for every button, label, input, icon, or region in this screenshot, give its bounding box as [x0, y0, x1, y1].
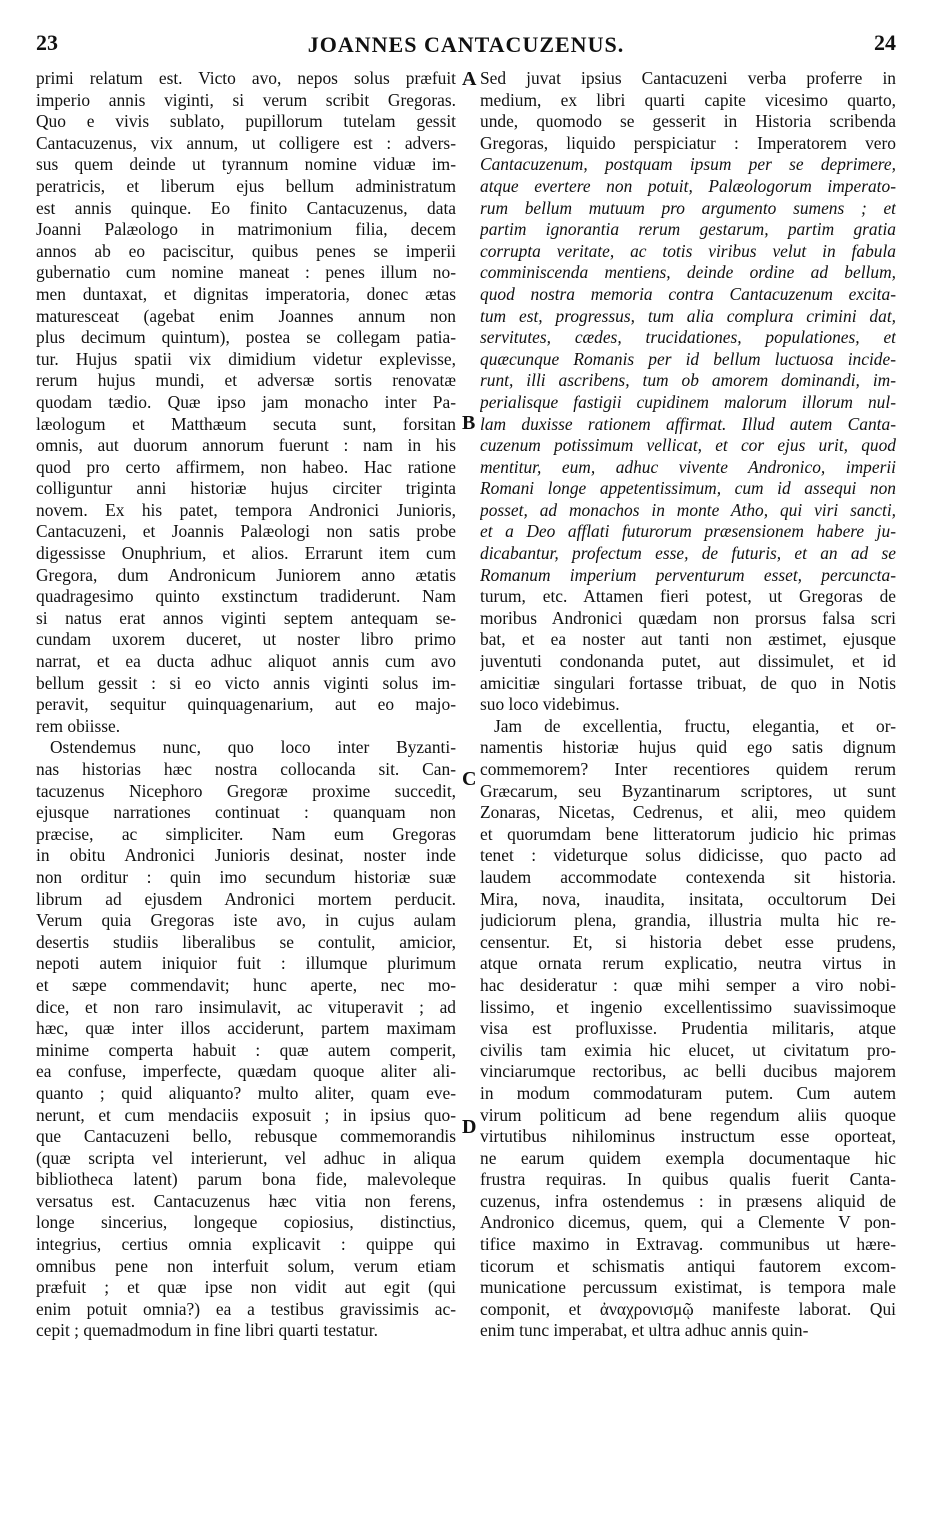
text-line: (quæ scripta vel interierunt, vel adhuc in aliqua	[36, 1147, 456, 1168]
text-line: men duntaxat, et dignitas imperatoria, donec ætas	[36, 283, 456, 304]
text-line: Andronico dicemus, quem, qui a Clemente V pon-	[480, 1212, 896, 1233]
text-line: frustra requiras. In quibus qualis fuerit Canta-	[480, 1169, 896, 1190]
text-line: Romani longe appetentissimum, cum id assequi non	[480, 478, 896, 499]
text-line: Cantacuzeni, et Joannis Palæologi non satis probe	[36, 521, 456, 542]
text-line: cuzenum potissimum vellicat, et cor ejus urit, quod	[480, 435, 896, 456]
text-line: commemorem? Inter recentiores quidem rerum	[480, 759, 896, 779]
text-line: Sed juvat ipsius Cantacuzeni verba proferre in	[480, 68, 896, 88]
text-line: ea confuse, imperfecte, quædam quoque aliter ali-	[36, 1061, 456, 1082]
text-line: Ostendemus nunc, quo loco inter Byzanti-	[50, 737, 456, 758]
text-line: Cantacuzenum, postquam ipsum per se deprimere,	[480, 154, 896, 175]
text-line: corrupta veritate, ac totis viribus velut in fabula	[480, 240, 896, 261]
text-line: narrat, et ea ducta adhuc aliquot annis cum avo	[36, 651, 456, 672]
page-number-left: 23	[36, 30, 58, 55]
right-text-column	[480, 68, 896, 1342]
text-line: versatus est. Cantacuzenus hæc vitia non ferens,	[36, 1190, 456, 1211]
margin-letter-c: C	[462, 768, 477, 790]
text-line: dicabantur, profectum esse, de futuris, et an ad se	[480, 543, 896, 564]
margin-letter-a: A	[462, 68, 477, 90]
text-line: Zonaras, Nicetas, Cedrenus, et alii, meo quidem	[480, 802, 896, 823]
text-line: nepoti autem iniquior fuit : illumque plurimum	[36, 953, 456, 974]
text-line: et quorumdam bene litteratorum judicio hic primas	[480, 823, 896, 844]
text-line: judiciorum plena, grandia, illustria multa hic re-	[480, 910, 896, 931]
text-line: nas historias hæc nostra collocanda sit. Can-	[36, 759, 456, 779]
text-line: ejusque narrationes continuat : quanquam non	[36, 802, 456, 823]
text-line: tenet : videturque solus didicisse, quo pacto ad	[480, 845, 896, 866]
text-line: quod pro certo affirmem, non habeo. Hac ratione	[36, 456, 456, 477]
text-line: quanto ; quid aliquanto? multo aliter, quam eve-	[36, 1082, 456, 1103]
text-line: municatione percussum existimat, is tempora male	[480, 1277, 896, 1298]
text-line: unde, quomodo se gesserit in Historia scribenda	[480, 111, 896, 132]
running-title: JOANNES CANTACUZENUS.	[307, 32, 625, 57]
text-line: maturesceat (agebat enim Joannes annum non	[36, 305, 456, 326]
text-line: bat, et ea noster aut tanti non æstimet, ejusque	[480, 629, 896, 650]
text-line: virtutibus nihilominus instructum esse oporteat,	[480, 1126, 896, 1147]
text-line: bellum gessit : si eo victo annis viginti solus im-	[36, 672, 456, 693]
text-line: Jam de excellentia, fructu, elegantia, et or-	[494, 715, 896, 736]
running-header	[36, 30, 896, 64]
page-number-right: 24	[874, 30, 896, 55]
text-line: servitutes, cædes, trucidationes, populationes, et	[480, 327, 896, 348]
text-line: tur. Hujus spatii vix dimidium videtur explevisse,	[36, 348, 456, 369]
text-line: que Cantacuzeni bello, rebusque commemorandis	[36, 1126, 456, 1147]
text-line: cepit ; quemadmodum in fine libri quarti testatur.	[36, 1320, 378, 1341]
text-line: suo loco videbimus.	[480, 694, 620, 715]
text-line: Romanum imperium perventurum esset, percuncta-	[480, 564, 896, 585]
text-line: Gregora, dum Andronicum Juniorem anno ætatis	[36, 564, 456, 585]
text-line: ticorum et schismatis antiqui fautorem excom-	[480, 1255, 896, 1276]
text-line: minime comperta habuit : quæ autem comperit,	[36, 1039, 456, 1060]
text-line: novem. Ex his patet, tempora Andronici Junioris,	[36, 499, 456, 520]
text-line: juventuti condonanda putet, aut dissimulet, et id	[480, 651, 896, 672]
text-line: integrius, certius omnia explicavit : quippe qui	[36, 1234, 456, 1255]
text-line: lissimo, et ingenio excellentissimo suavissimoque	[480, 996, 896, 1017]
text-line: digessisse Onuphrium, et alios. Errarunt item cum	[36, 543, 456, 564]
text-line: posset, ad monachos in monte Atho, qui viri sancti,	[480, 499, 896, 520]
text-line: et sæpe commendavit; hunc aperte, nec mo-	[36, 974, 456, 995]
text-line: Cantacuzenus, vix annum, ut colligere est : advers-	[36, 132, 456, 153]
text-line: nerunt, et cum mendaciis exposuit ; in ipsius quo-	[36, 1104, 456, 1125]
left-text-column	[36, 68, 456, 1342]
text-line: longe sincerius, longeque copiosius, distinctius,	[36, 1212, 456, 1233]
text-line: virum politicum ad bene regendum aliis quoque	[480, 1104, 896, 1125]
text-line: peratricis, et liberum ejus bellum administratum	[36, 175, 456, 196]
text-line: tifice maximo in Extravag. communibus ut hære-	[480, 1234, 896, 1255]
text-line: præcise, ac simpliciter. Nam eum Gregoras	[36, 823, 456, 844]
text-line: ne earum quidem exempla documentaque hic	[480, 1147, 896, 1168]
text-line: præfuit ; et quæ ipse non vidit aut egit (qui	[36, 1277, 456, 1298]
text-line: enim potuit omnia?) ea a testibus gravissimis ac-	[36, 1298, 456, 1319]
text-line: comminiscenda mentiens, deinde ordine ad bellum,	[480, 262, 896, 283]
text-line: annos ab eo paciscitur, quibus penes se imperii	[36, 240, 456, 261]
text-line: omnibus pene non interfuit solum, verum etiam	[36, 1255, 456, 1276]
text-line: tum est, progressus, tum alia complura crimini dat,	[480, 305, 896, 326]
margin-letter-b: B	[462, 412, 476, 434]
text-line: si natus erat annos viginti septem antequam se-	[36, 607, 456, 628]
text-line: medium, ex libri quarti capite vicesimo quarto,	[480, 89, 896, 110]
text-line: in modum commodaturam putem. Cum autem	[480, 1082, 896, 1103]
text-line: quodam tædio. Quæ ipso jam monacho inter Pa-	[36, 391, 456, 412]
text-line: imperio annis viginti, si verum scribit Gregoras.	[36, 89, 456, 110]
text-line: partim ignorantia rerum gestarum, partim gratia	[480, 219, 896, 240]
text-line: et a Deo afflati futurorum præsensionem habere ju-	[480, 521, 896, 542]
text-line: quadragesimo quinto exstinctum tradiderunt. Nam	[36, 586, 456, 607]
text-line: Gregoras, liquido perspiciatur : Imperatorem vero	[480, 132, 896, 153]
text-line: hæc, quæ inter illos acciderunt, partem maximam	[36, 1018, 456, 1039]
text-line: non orditur : quin imo secundum historiæ suæ	[36, 866, 456, 887]
text-line: dice, et non raro insimulavit, ac vituperavit ; ad	[36, 996, 456, 1017]
text-line: componit, et ἀναχρονισμῷ manifeste laborat. Qui	[480, 1298, 896, 1319]
text-line: vinciarumque rectoribus, ac belli ducibus majorem	[480, 1061, 896, 1082]
text-line: rerum hujus mundi, et adversæ sortis renovatæ	[36, 370, 456, 391]
text-line: gubernatio cum nomine maneat : penes illum no-	[36, 262, 456, 283]
text-line: est annis quinque. Eo finito Cantacuzenus, data	[36, 197, 456, 218]
text-line: runt, illi ascribens, tum ob amorem dominandi, im-	[480, 370, 896, 391]
text-line: mentitur, eum, adhuc vivente Andronico, imperii	[480, 456, 896, 477]
text-line: tacuzenus Nicephoro Gregoræ proxime succedit,	[36, 780, 456, 801]
text-line: quod nostra memoria contra Cantacuzenum excita-	[480, 283, 896, 304]
text-line: lam duxisse rationem affirmat. Illud autem Canta-	[480, 413, 896, 434]
text-line: desertis studiis liberalibus se contulit, amicior,	[36, 931, 456, 952]
text-line: laudem accommodate contexenda sit historia.	[480, 866, 896, 887]
margin-letter-d: D	[462, 1116, 477, 1138]
text-line: Quo e vivis sublato, pupillorum tutelam gessit	[36, 111, 456, 132]
text-line: bibliotheca latent) parum bona fide, malevoleque	[36, 1169, 456, 1190]
text-line: atque evertere non potuit, Palæologorum imperato-	[480, 175, 896, 196]
text-line: amicitiæ singulari fortasse tribuat, de quo in Notis	[480, 672, 896, 693]
text-line: enim tunc imperabat, et ultra adhuc annis quin-	[480, 1320, 809, 1341]
text-line: civilis tam eximia hic elucet, ut civitatum pro-	[480, 1039, 896, 1060]
text-line: sus quem deinde ut tyrannum nomine viduæ im-	[36, 154, 456, 175]
text-line: Mira, nova, inaudita, insitata, occultorum Dei	[480, 888, 896, 909]
text-line: læologum et Matthæum secuta sunt, forsitan	[36, 413, 456, 434]
text-line: atque ornata rerum explicatio, neutra virtus in	[480, 953, 896, 974]
text-line: moribus Andronici quædam non prorsus falsa scri	[480, 607, 896, 628]
text-line: omnis, aut duorum annorum fuerunt : nam in his	[36, 435, 456, 456]
text-line: hac desideratur : quæ mihi semper a viro nobi-	[480, 974, 896, 995]
text-line: quæcunque Romanis per id bellum luctuosa incide-	[480, 348, 896, 369]
text-line: cuzenus, infra ostendemus : in præsens aliquid de	[480, 1190, 896, 1211]
text-line: cundam uxorem duceret, ut noster libro primo	[36, 629, 456, 650]
text-line: namentis historiæ hujus quid ego satis dignum	[480, 737, 896, 758]
text-line: rem obiisse.	[36, 715, 121, 736]
text-line: plus decimum quintum), postea se collegam patia-	[36, 327, 456, 348]
text-line: colliguntur anni historiæ hujus circiter triginta	[36, 478, 456, 499]
text-line: perialisque fastigii cupidinem malorum illorum nul-	[480, 391, 896, 412]
text-line: primi relatum est. Victo avo, nepos solus præfuit	[36, 68, 456, 88]
text-line: censentur. Et, si historia debet esse prudens,	[480, 931, 896, 952]
text-line: visa est profluxisse. Prudentia militaris, atque	[480, 1018, 896, 1039]
text-line: Verum quia Gregoras iste avo, in cujus aulam	[36, 910, 456, 931]
text-line: turum, etc. Attamen fieri potest, ut Gregoras de	[480, 586, 896, 607]
text-line: Græcarum, seu Byzantinarum scriptores, ut sunt	[480, 780, 896, 801]
text-line: in obitu Andronici Junioris desinat, noster inde	[36, 845, 456, 866]
text-line: Joanni Palæologo in matrimonium filia, decem	[36, 219, 456, 240]
text-line: peravit, sequitur quinquagenarium, aut eo majo-	[36, 694, 456, 715]
text-line: librum ad ejusdem Andronici mortem perducit.	[36, 888, 456, 909]
text-line: rum bellum mutuum pro argumento sumens ; et	[480, 197, 896, 218]
